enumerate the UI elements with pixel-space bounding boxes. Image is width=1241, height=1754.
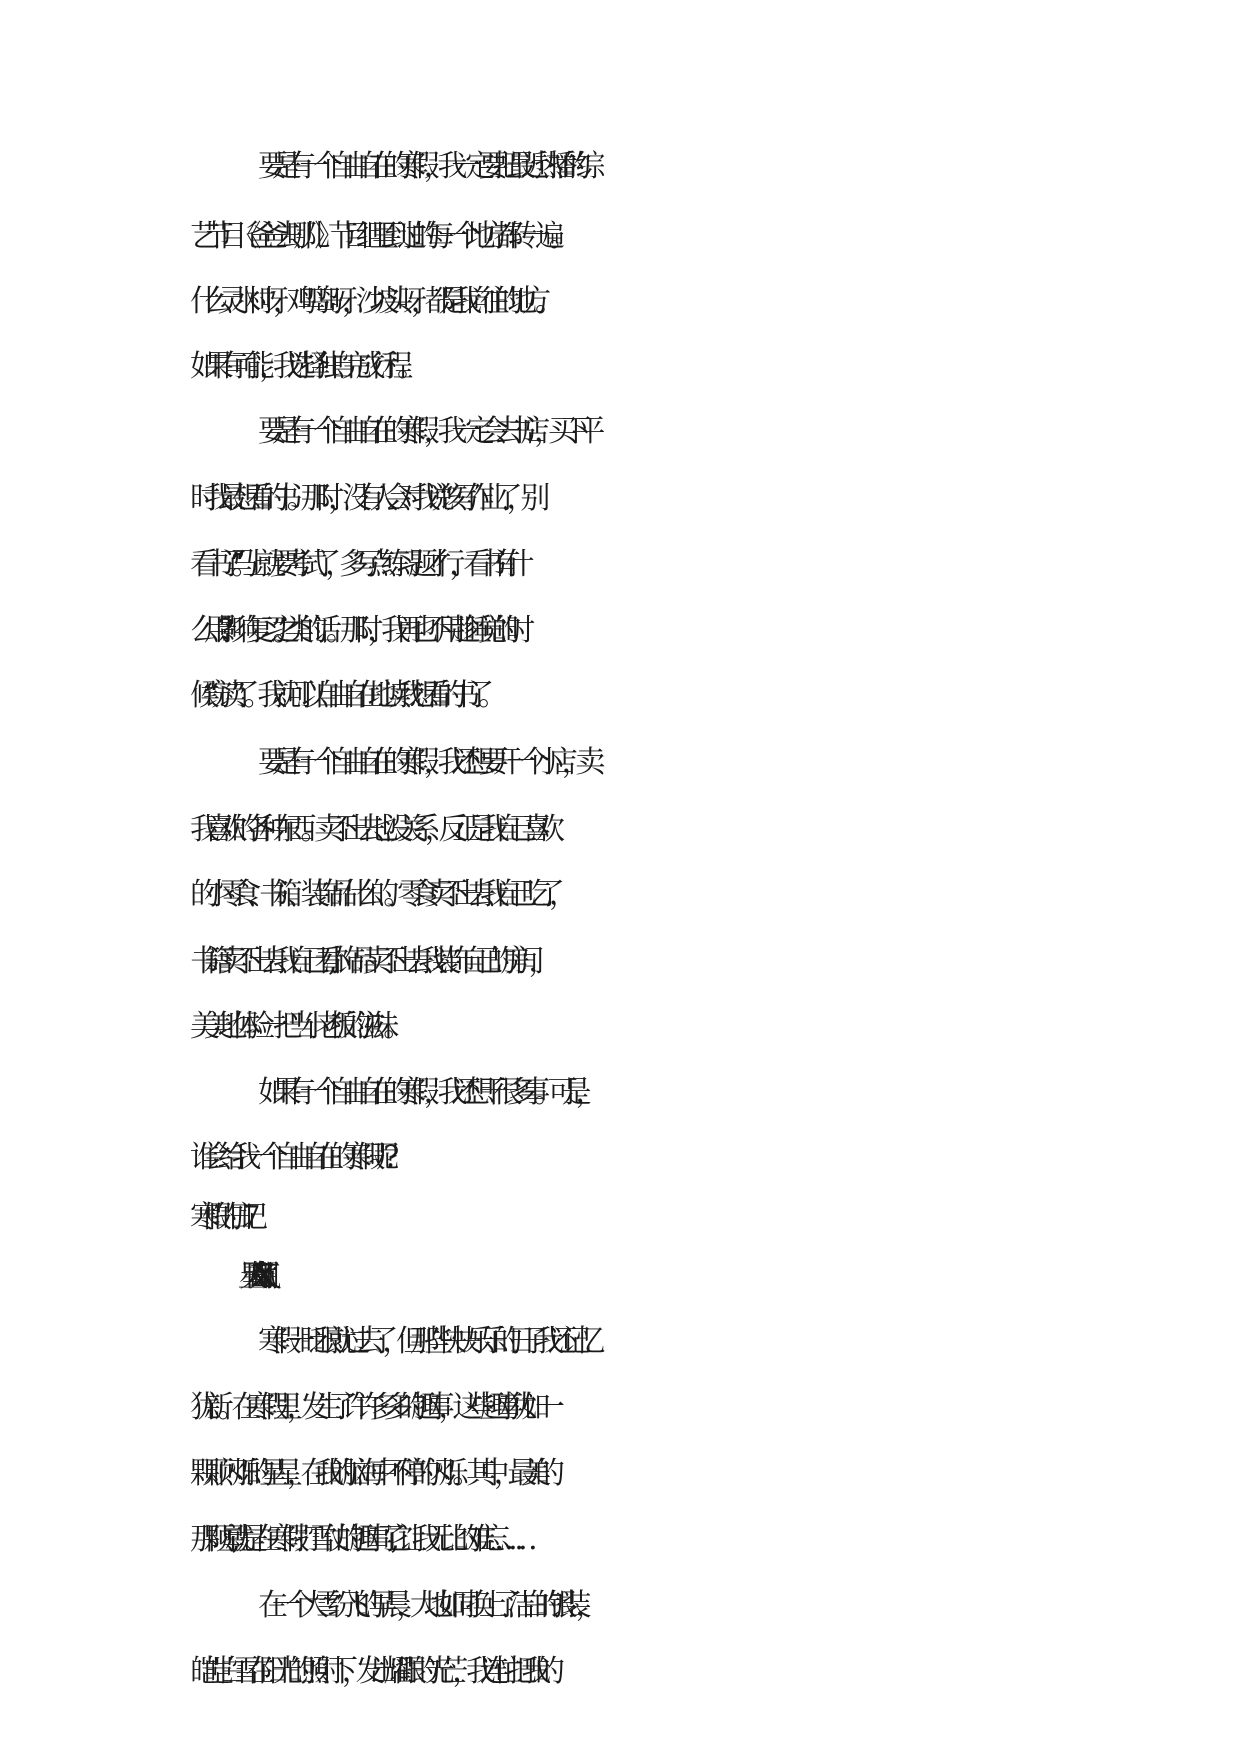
paragraph-line: 么用?影响复习。”之类的话。那时，我再也不用趁睡觉的时: [190, 613, 520, 648]
paragraph-line: 在一个大雪纷飞的早晨，大地如同换上了洁白的银装，: [258, 1588, 590, 1623]
paragraph-line: 看书了。”“马上就要考试了，多写点练习题才行，看书有什: [190, 547, 519, 582]
paragraph-line: 美美地体验一把当小老板的滋味。: [190, 1009, 397, 1044]
paragraph-line: 寒假一眨眼就过去了，但那些快快乐乐的日子我还记忆: [258, 1324, 590, 1359]
paragraph-line: 的小零食、书箱、装饰品什么的。零食卖不出去我自己吃了，: [190, 877, 563, 912]
paragraph-line: 皑皑白雪在阳光的照射下，发出耀眼的光芒，我连忙把我的: [190, 1654, 549, 1689]
paragraph-line: 时我最想看的书。那时，没有人会对我说“该写作业了，别: [190, 481, 535, 516]
paragraph-line: 要是有一个自由自在的寒假，我一定会去书店，买下平: [258, 414, 590, 449]
paragraph-line: 那颗星,就是在寒假打雪仗的趣事了,它让我无比的难忘……: [190, 1522, 522, 1557]
paragraph-line: 要是有一个自由自在的寒假，我还想要开一个小店，卖: [258, 745, 590, 780]
paragraph-line: 要是有一个自由自在的寒假，我一定要把最近热播的综: [258, 149, 590, 184]
paragraph-line: 我喜欢的各种东西。卖不出去也没关系，反正是我自己喜欢: [190, 812, 549, 847]
paragraph-line: 谁会给我一个自由自在的寒假呢?: [190, 1140, 384, 1175]
paragraph-line: 什么灵水村呀，鸡鸣岛呀，沙坡头呀，都是我向往的地方。: [190, 284, 549, 319]
section-heading: 寒假的日记 7: [190, 1200, 243, 1235]
paragraph-line: 犹新。在寒假里，发生了许许多多的趣事，这些趣事犹如一: [190, 1390, 549, 1425]
paragraph-line: 颗颗闪烁的星星，在我的脑海中不停的闪烁。其中，最美的: [190, 1456, 549, 1491]
paragraph-line: 艺节目《爸爸去哪儿》节目组里到过的每一个地方都转一遍。: [190, 219, 563, 254]
diary-date-line: x 月 x 日 星期 X 天气 X: [258, 1259, 259, 1294]
paragraph-line: 候“窃读”了。我就可以自由自在地读我想看的书了。: [190, 678, 492, 713]
paragraph-line: 如果有可能，我选择独自完成行程。: [190, 349, 411, 384]
paragraph-line: 书籍卖不出去我自己看,小饰品卖不出去我装饰自己的房间，: [190, 944, 543, 979]
paragraph-line: 如果有一个自由自在的寒假，我还想干很多事。可是，: [258, 1075, 590, 1110]
